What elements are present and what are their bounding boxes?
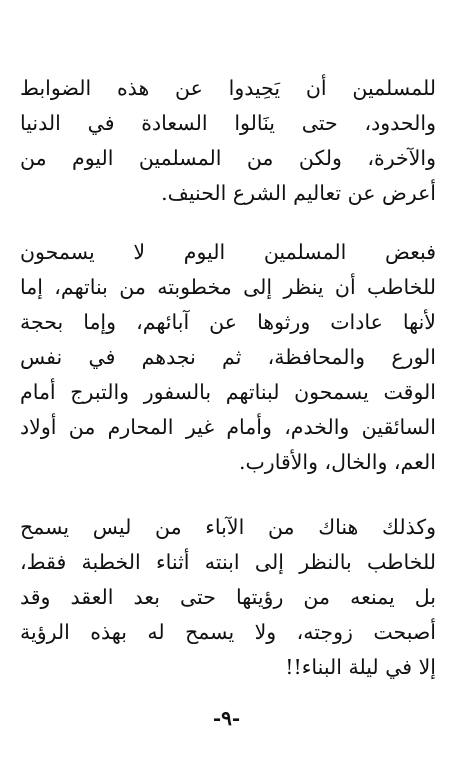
text-line: فبعض المسلمين اليوم لا يسمحون bbox=[20, 240, 436, 264]
paragraph-3 bbox=[20, 510, 436, 685]
text-line: بل يمنعه من رؤيتها حتى بعد العقد وقد bbox=[20, 585, 436, 609]
text-line: للخاطب أن ينظر إلى مخطوبته من بناتهم، إما bbox=[20, 275, 436, 299]
text-line: والآخرة، ولكن من المسلمين اليوم من bbox=[20, 146, 436, 170]
text-line: وكذلك هناك من الآباء من ليس يسمح bbox=[20, 515, 436, 539]
text-line: لأنها عادات ورثوها عن آبائهم، وإما بحجة bbox=[20, 310, 436, 334]
text-line: الورع والمحافظة، ثم نجدهم في نفس bbox=[20, 345, 436, 369]
text-line: أعرض عن تعاليم الشرع الحنيف. bbox=[161, 181, 436, 205]
text-line: للخاطب بالنظر إلى ابنته أثناء الخطبة فقط، bbox=[20, 550, 436, 574]
text-line: السائقين والخدم، وأمام غير المحارم من أولاد bbox=[20, 415, 436, 439]
paragraph-2 bbox=[20, 235, 436, 480]
page-number: -٩- bbox=[212, 706, 241, 730]
text-line: والحدود، حتى ينَالوا السعادة في الدنيا bbox=[20, 111, 436, 135]
text-line: الوقت يسمحون لبناتهم بالسفور والتبرج أمام bbox=[20, 380, 436, 404]
text-line: إلا في ليلة البناء!! bbox=[285, 655, 436, 679]
text-line: للمسلمين أن يَحِيدوا عن هذه الضوابط bbox=[20, 76, 436, 100]
text-line: أصبحت زوجته، ولا يسمح له بهذه الرؤية bbox=[20, 620, 436, 644]
paragraph-1 bbox=[20, 71, 436, 211]
text-line: العم، والخال، والأقارب. bbox=[238, 450, 436, 474]
